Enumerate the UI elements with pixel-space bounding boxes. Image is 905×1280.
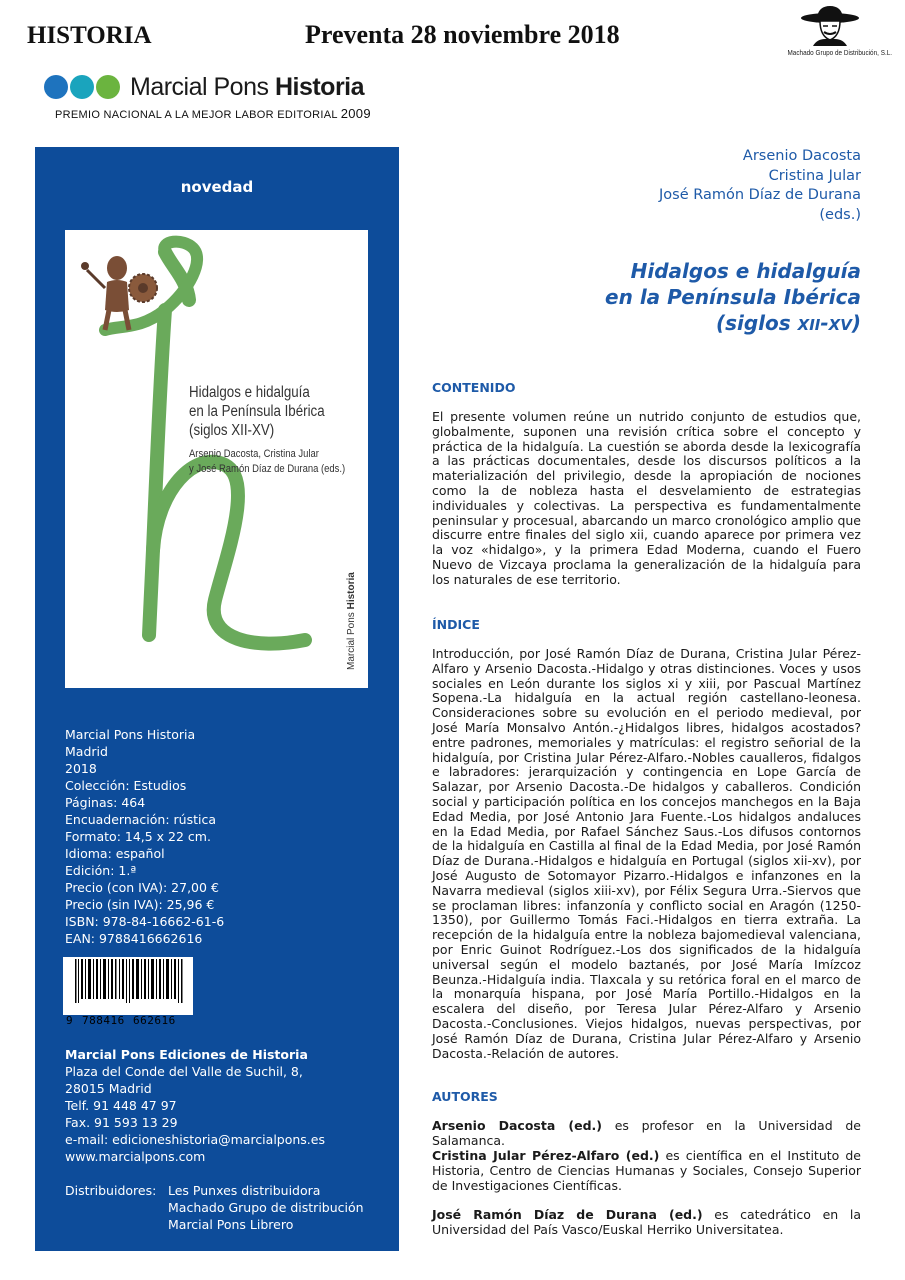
contenido-heading: CONTENIDO	[432, 380, 516, 395]
contenido-text: El presente volumen reúne un nutrido conjunto de estudios que, globalmente, suponen una revisión crítica sobre el concepto y práctica de la hidalguía. La cuestión se aborda desde la lexicografía a las prácticas documentales, desde los discursos políticos a la materialización del privilegio, desde la apropiación de nociones como la de nobleza hasta el desvelamiento de estrategias individuales y colectivas. La perspectiva es fundamentalmente peninsular y procesual, abarcando un marco cronológico amplio que discurre entre finales del siglo xii, cuando aparece por primera vez la voz «hidalgo», y la primera Edad Moderna, cuando el Fuero Nuevo de Vizcaya proclama la generalización de la hidalguía para los naturales de ese territorio.	[432, 409, 861, 587]
publisher-contact: Marcial Pons Ediciones de Historia Plaza del Conde del Valle de Suchil, 8, 28015 Madrid Telf. 91 448 47 97 Fax. 91 593 13 29 e-mail: edicioneshistoria@marcialpons.es www.marcialpons.com	[65, 1047, 325, 1164]
publisher-logo	[44, 72, 364, 102]
logo-dot-teal	[70, 75, 94, 99]
indice-text: Introducción, por José Ramón Díaz de Durana, Cristina Jular Pérez-Alfaro y Arsenio Dacosta.-Hidalgo y otras distinciones. Voces y usos sociales en León durante los siglos xi y xiii, por Pascual Martínez Sopena.-La hidalguía en la actual región castellano-leonesa. Consideraciones sobre su evolución en el periodo medieval, por José María Monsalvo Antón.-¿Hidalgos libres, hidalgos acostados? entre padrones, memoriales y matrículas: el registro señorial de la hidalguía, por Cristina Jular Pérez-Alfaro.-Nobles caualleros, fidalgos e labradores: jerarquización y contingencia en Lope García de Salazar, por Arsenio Dacosta.-De hidalgos y caballeros. Condición social y participación política en los concejos manchegos en la Baja Edad Media, por José Antonio Jara Fuente.-Los hidalgos andaluces en la Edad Media, por Rafael Sánchez Saus.-Los difusos contornos de la hidalguía en Castilla al final de la Edad Media, por José Ramón Díaz de Durana.-Hidalgos e hidalguía en Portugal (siglos xii-xv), por José Augusto de Sotomayor Pizarro.-Hidalgos e infanzones en la Navarra medieval (siglos xiii-xv), por Félix Segura Urra.-Siervos que se proclaman libres: infanzonía y conflicto social en Aragón (1250-1350), por Guillermo Tomás Faci.-Hidalgos en tierra extraña. La recepción de la hidalguía entre la nobleza bajomedieval valenciana, por Enric Guinot Rodríguez.-Los dos significados de la hidalguía universal según el modelo baztanés, por José María Imízcoz Beunza.-Hidalguía india. Tlaxcala y su retórica foral en el marco de la monarquía hispana, por José María Portillo.-Hidalgos en la escalera del diseño, por Teresa Jular Pérez-Alfaro y Arsenio Dacosta.-Conclusiones. Viejos hidalgos, nuevas perspectivas, por José Ramón Díaz de Durana, Cristina Jular Pérez-Alfaro y Arsenio Dacosta.-Relación de autores.	[432, 646, 861, 1061]
barcode: 9 788416 662616	[63, 957, 193, 1015]
award-line: PREMIO NACIONAL A LA MEJOR LABOR EDITORIAL 2009	[55, 106, 371, 121]
distributor-logo	[780, 4, 893, 57]
logo-dot-green	[96, 75, 120, 99]
cover-title: Hidalgos e hidalguía en la Península Ibérica (siglos XII-XV)	[189, 384, 325, 439]
cover-spine-text: Marcial Pons Historia	[346, 572, 357, 670]
indice-heading: ÍNDICE	[432, 617, 480, 632]
author-entry: Cristina Jular Pérez-Alfaro (ed.) es científica en el Instituto de Historia, Centro de Ciencias Humanas y Sociales, Consejo Superior de Investigaciones Científicas.	[432, 1148, 861, 1193]
contact-web[interactable]: www.marcialpons.com	[65, 1149, 206, 1164]
author-entry: José Ramón Díaz de Durana (ed.) es catedrático en la Universidad del País Vasco/Euskal Herriko Universitatea.	[432, 1207, 861, 1237]
hat-man-icon	[799, 4, 861, 46]
editors-list: Arsenio Dacosta Cristina Jular José Ramón Díaz de Durana (eds.)	[659, 148, 861, 223]
novedad-badge: novedad	[180, 178, 254, 196]
logo-dot-blue	[44, 75, 68, 99]
distributors: Distribuidores: Les Punxes distribuidora Machado Grupo de distribución Marcial Pons Librero	[65, 1183, 364, 1232]
cover-authors: Arsenio Dacosta, Cristina Jular y José Ramón Díaz de Durana (eds.)	[189, 448, 346, 475]
logo-wordmark: Marcial Pons Historia	[130, 72, 365, 101]
autores-heading: AUTORES	[432, 1089, 498, 1104]
book-metadata: Marcial Pons Historia Madrid 2018 Colección: Estudios Páginas: 464 Encuadernación: rústica Formato: 14,5 x 22 cm. Idioma: español Edición: 1.ª Precio (con IVA): 27,00 € Precio (sin IVA): 25,96 € ISBN: 978-84-16662-61-6 EAN: 9788416662616	[65, 727, 225, 946]
barcode-bars	[63, 959, 193, 1003]
presale-date: Preventa 28 noviembre 2018	[305, 20, 620, 49]
author-entry: Arsenio Dacosta (ed.) es profesor en la Universidad de Salamanca.	[432, 1118, 861, 1148]
book-title: Hidalgos e hidalguía en la Península Ibérica (siglos XII-XV)	[605, 259, 861, 335]
section-label: HISTORIA	[27, 22, 152, 49]
book-cover	[65, 230, 368, 688]
contact-email[interactable]: e-mail: edicioneshistoria@marcialpons.es	[65, 1132, 325, 1147]
distributor-logo-text: Machado Grupo de Distribución, S.L.	[787, 48, 893, 57]
